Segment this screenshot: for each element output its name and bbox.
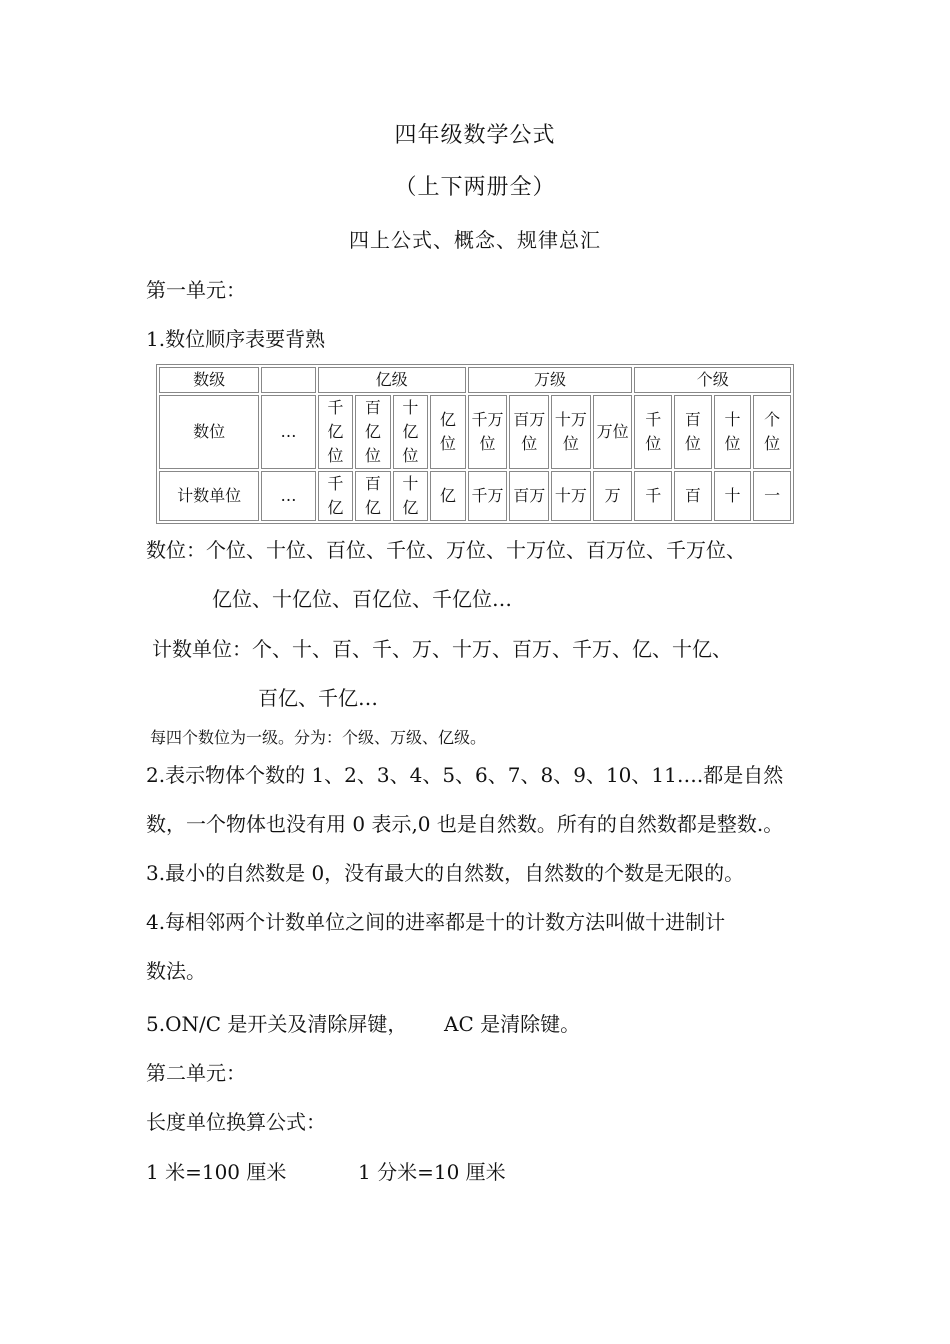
row-label: 数位 bbox=[159, 395, 259, 469]
table-cell: 十 亿 位 bbox=[393, 395, 429, 469]
table-header-row bbox=[159, 367, 791, 393]
header-cell: 万级 bbox=[468, 367, 633, 393]
item4-line1: 4.每相邻两个计数单位之间的进率都是十的计数方法叫做十进制计 bbox=[146, 910, 726, 934]
item5-part1: 5.ON/C 是开关及清除屏键， bbox=[146, 1012, 408, 1036]
item5-part2: AC 是清除键。 bbox=[444, 1012, 581, 1036]
unit2-heading: 第二单元： bbox=[146, 1061, 246, 1085]
place-value-table bbox=[156, 364, 794, 524]
table-row-units bbox=[159, 471, 791, 521]
table-cell: … bbox=[261, 471, 315, 521]
header-cell bbox=[261, 367, 315, 393]
page-subtitle: （上下两册全） bbox=[394, 175, 556, 200]
units-list-line2: 百亿、千亿… bbox=[258, 686, 378, 710]
table-cell: 十 亿 bbox=[393, 471, 429, 521]
header-cell: 亿级 bbox=[318, 367, 466, 393]
table-cell: 千 亿 位 bbox=[318, 395, 354, 469]
table-cell: 一 bbox=[753, 471, 791, 521]
item3-text: 3.最小的自然数是 0，没有最大的自然数，自然数的个数是无限的。 bbox=[146, 861, 745, 885]
length-heading: 长度单位换算公式： bbox=[146, 1110, 326, 1134]
table-cell: 千万 位 bbox=[468, 395, 508, 469]
positions-list-line2: 亿位、十亿位、百亿位、千亿位… bbox=[212, 587, 512, 611]
table-cell: 十 位 bbox=[714, 395, 752, 469]
table-cell: 万 bbox=[593, 471, 633, 521]
table-cell: … bbox=[261, 395, 315, 469]
table-cell: 百 亿 bbox=[355, 471, 391, 521]
table-cell: 百万 位 bbox=[509, 395, 549, 469]
item4-line2: 数法。 bbox=[146, 959, 206, 983]
unit1-heading: 第一单元： bbox=[146, 278, 246, 302]
item2-line2: 数，一个物体也没有用 0 表示,0 也是自然数。所有的自然数都是整数.。 bbox=[146, 812, 784, 836]
header-cell: 个级 bbox=[634, 367, 791, 393]
formula-dm-cm: 1 分米=10 厘米 bbox=[358, 1160, 506, 1184]
table-cell: 十万 bbox=[551, 471, 591, 521]
item1-text: 1.数位顺序表要背熟 bbox=[146, 327, 326, 351]
positions-list-line1: 数位：个位、十位、百位、千位、万位、十万位、百万位、千万位、 bbox=[146, 538, 746, 562]
table-cell: 万位 bbox=[593, 395, 633, 469]
table-cell: 千 bbox=[634, 471, 672, 521]
header-cell: 数级 bbox=[159, 367, 259, 393]
item2-line1: 2.表示物体个数的 1、2、3、4、5、6、7、8、9、10、11….都是自然 bbox=[146, 763, 784, 787]
section-title: 四上公式、概念、规律总汇 bbox=[349, 228, 601, 252]
units-list-line1: 计数单位：个、十、百、千、万、十万、百万、千万、亿、十亿、 bbox=[152, 637, 732, 661]
table-cell: 百 亿 位 bbox=[355, 395, 391, 469]
row-label: 计数单位 bbox=[159, 471, 259, 521]
table-cell: 百 bbox=[674, 471, 712, 521]
page-title: 四年级数学公式 bbox=[394, 123, 556, 148]
table-cell: 亿 位 bbox=[430, 395, 466, 469]
table-cell: 亿 bbox=[430, 471, 466, 521]
table-cell: 百 位 bbox=[674, 395, 712, 469]
table-cell: 百万 bbox=[509, 471, 549, 521]
grouping-note: 每四个数位为一级。分为：个级、万级、亿级。 bbox=[150, 728, 487, 747]
table-cell: 千 位 bbox=[634, 395, 672, 469]
table-cell: 个 位 bbox=[753, 395, 791, 469]
formula-meter-cm: 1 米=100 厘米 bbox=[146, 1160, 287, 1184]
table-cell: 十万 位 bbox=[551, 395, 591, 469]
table-row-positions bbox=[159, 395, 791, 469]
table-cell: 十 bbox=[714, 471, 752, 521]
table-cell: 千 亿 bbox=[318, 471, 354, 521]
table-cell: 千万 bbox=[468, 471, 508, 521]
